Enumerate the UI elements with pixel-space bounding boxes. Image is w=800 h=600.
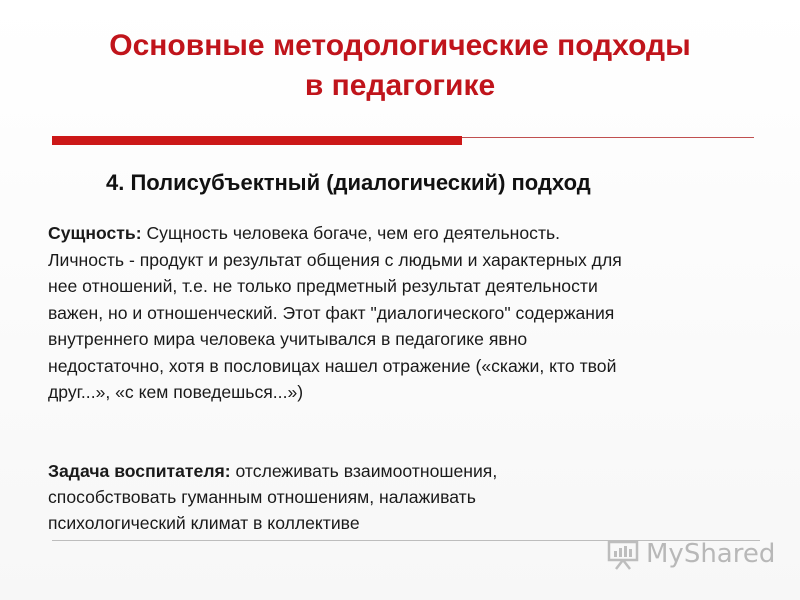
task-line: отслеживать взаимоотношения, [230, 461, 498, 481]
essence-label: Сущность: [48, 223, 142, 243]
title-divider-line [462, 137, 754, 138]
task-line: психологический климат в коллективе [48, 513, 360, 533]
essence-line: друг...», «с кем поведешься...») [48, 382, 304, 402]
essence-line: Сущность человека богаче, чем его деятельность. [141, 223, 561, 243]
watermark-logo [606, 534, 775, 574]
task-paragraph [48, 458, 668, 536]
task-line: способствовать гуманным отношениям, налаживать [48, 487, 476, 507]
essence-line: недостаточно, хотя в пословицах нашел отражение («скажи, кто твой [48, 355, 617, 376]
essence-line: внутреннего мира человека учитывался в педагогике явно [48, 329, 528, 349]
watermark-text: MyShared [646, 539, 776, 569]
essence-line: Личность - продукт и результат общения с людьми и характерных для [48, 249, 622, 270]
task-label: Задача воспитателя: [48, 461, 231, 481]
title-line-2: в педагогике [304, 69, 496, 102]
essence-line: нее отношений, т.е. не только предметный результат деятельности [48, 276, 598, 296]
essence-line: важен, но и отношенческий. Этот факт "диалогического" содержания [48, 302, 615, 323]
title-line-1: Основные методологические подходы [109, 29, 691, 62]
approach-heading: 4. Полисубъектный (диалогический) подход [106, 170, 591, 195]
slide-title [40, 26, 760, 106]
title-accent-bar [52, 136, 462, 145]
essence-paragraph [48, 220, 770, 406]
presentation-board-icon [606, 537, 640, 571]
